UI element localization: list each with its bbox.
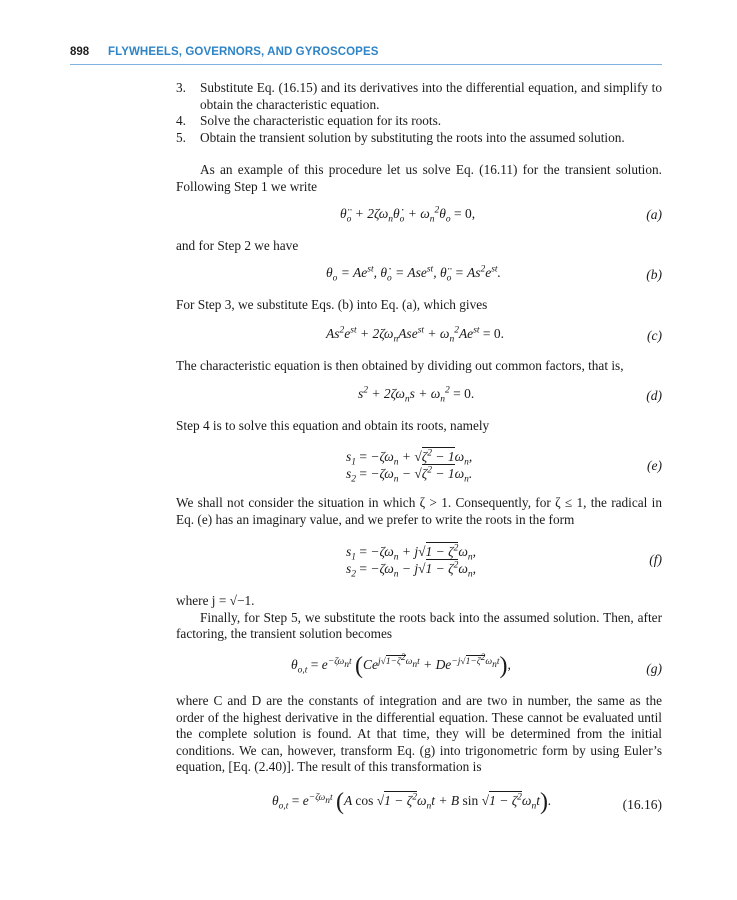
equation-label: (g) xyxy=(646,661,662,676)
equation-label: (b) xyxy=(646,267,662,282)
equation-a: $\thetä_o$ + $2\zeta\omega_n\thetȧ_o + \omega_n^2\theta_o = 0$, xyxy=(340,205,476,225)
equation-label: (16.16) xyxy=(622,797,662,812)
equation-b: $\theta_o = Ae^{st}$, $\thetȧ_o = Ase^{st}$, $\thetä_o = As^2e^{st}$. xyxy=(326,264,501,284)
list-item: 5. Obtain the transient solution by substituting the roots into the assumed solution. xyxy=(176,129,625,145)
running-header xyxy=(70,44,662,65)
paragraph: and for Step 2 we have xyxy=(176,238,299,253)
equation-e1: $s_1 = -\zeta\omega_n + √\zeta^2 - 1\omega_n$, xyxy=(346,448,473,468)
equation-16-16: $\theta_{o,t} = e^{-\zeta\omega_nt}$ (A $\cos √1 - \zeta^2\omega_nt + B$ $\sin √1 - \zeta^2\omega_nt$). xyxy=(272,789,552,815)
equation-label: (e) xyxy=(647,458,662,473)
equation-c: $As^2e^{st} + 2\zeta\omega_nAse^{st} + \omega_n^2Ae^{st} = 0$. xyxy=(326,325,505,345)
paragraph: where C and D are the constants of integration and are two in number, the same as the order of the highest derivative in the differential equation. These cannot be evaluated until the complete solution is found. At that time, they will be determined from the initial conditions. We can, however, transform Eq. (g) into trigonometric form by using Euler’s equation, [Eq. (2.40)]. The result of this transformation is xyxy=(176,693,662,774)
chapter-title: FLYWHEELS, GOVERNORS, AND GYROSCOPES xyxy=(108,46,379,58)
equation-f2: $s_2 = -\zeta\omega_n - j√1 - \zeta^2\omega_n$, xyxy=(346,560,477,580)
paragraph: Step 4 is to solve this equation and obtain its roots, namely xyxy=(176,418,490,433)
equation-d: $s^2 + 2\zeta\omega_ns + \omega_n^2 = 0$. xyxy=(358,385,475,405)
equation-label: (a) xyxy=(646,207,662,222)
list-item: 4. Solve the characteristic equation for its roots. xyxy=(176,113,442,128)
paragraph: As an example of this procedure let us solve Eq. (16.11) for the transient solution. Following Step 1 we write xyxy=(176,162,662,194)
paragraph: The characteristic equation is then obtained by dividing out common factors, that is, xyxy=(176,358,624,373)
paragraph: We shall not consider the situation in which ζ > 1. Consequently, for ζ ≤ 1, the radical in Eq. (e) has an imaginary value, and we prefer to write the roots in the form xyxy=(176,495,662,527)
step-list xyxy=(176,80,662,146)
equation-g: $\theta_{o,t} = e^{-\zeta\omega_nt}$ $(Ce^{j√1-\zeta^2\omega_nt} + De^{-j√1-\zeta^2\omega_nt})$, xyxy=(291,652,511,679)
paragraph: For Step 3, we substitute Eqs. (b) into Eq. (a), which gives xyxy=(176,297,488,312)
list-item: 3. Substitute Eq. (16.15) and its derivatives into the differential equation, and simplify to obtain the characteristic equation. xyxy=(176,80,662,112)
equation-label: (d) xyxy=(646,388,662,403)
equation-label: (f) xyxy=(649,552,662,567)
paragraph: where j = √−1. Finally, for Step 5, we substitute the roots back into the assumed solution. Then, after factoring, the transient solution becomes xyxy=(176,593,662,641)
page-number: 898 xyxy=(70,46,90,58)
equation-e2: $s_2 = -\zeta\omega_n - √\zeta^2 - 1\omega_n$. xyxy=(346,465,473,485)
equation-f1: $s_1 = -\zeta\omega_n + j√1 - \zeta^2\omega_n$, xyxy=(346,543,477,563)
equation-label: (c) xyxy=(647,328,662,343)
